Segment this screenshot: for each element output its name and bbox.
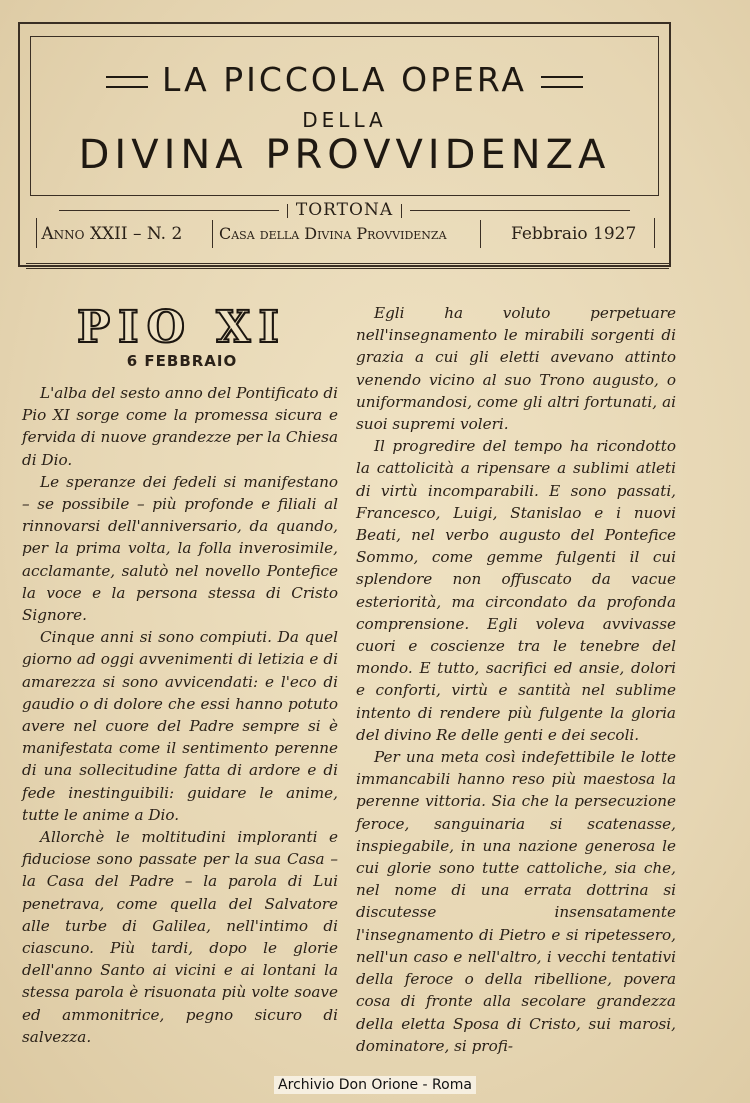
anno-value: XXII – N. 2 bbox=[89, 224, 183, 244]
divider bbox=[654, 218, 655, 248]
paragraph: Le speranze dei fedeli si manifestano – se possibile – più profonde e filiali al rinnovarsi dell'anniversario, da quando, per la prima volta, la folla inverosimile, acclamante, salutò nel novello Pontefice la voce e la persona stessa di Cristo Signore. bbox=[22, 472, 338, 625]
paragraph: Allorchè le moltitudini imploranti e fiduciose sono passate per la sua Casa – la Casa del Padre – la parola di Lui penetrava, come quella del Salvatore alle turbe di Galilea, nell'intimo di ciascuno. Più tardi, dopo le glorie dell'anno Santo ai vicini e ai lontani la stessa parola è risuonata più volte soave ed ammonitrice, pegno sicuro di salvezza. bbox=[22, 828, 338, 1046]
decorative-dash bbox=[106, 76, 148, 88]
article-column-right bbox=[356, 302, 676, 1057]
paragraph: Egli ha voluto perpetuare nell'insegnamento le mirabili sorgenti di grazia a cui gli eletti avevano attinto venendo vicino al suo Trono augusto, o uniformandosi, come gli altri fortunati, ai suoi supremi voleri. bbox=[356, 304, 676, 434]
masthead-info-row bbox=[30, 200, 659, 256]
city-name: TORTONA bbox=[295, 200, 394, 220]
article-subtitle: 6 FEBBRAIO bbox=[126, 352, 238, 370]
anno-label: Anno bbox=[41, 224, 85, 244]
issue-date: Febbraio 1927 bbox=[480, 220, 651, 248]
title-text: LA PICCOLA OPERA bbox=[162, 60, 527, 99]
city-line bbox=[30, 200, 659, 220]
masthead-title-line2: DELLA bbox=[302, 108, 387, 132]
publisher-name: Casa della Divina Provvidenza bbox=[212, 220, 447, 248]
decorative-dash bbox=[541, 76, 583, 88]
archive-label: Archivio Don Orione - Roma bbox=[274, 1076, 476, 1094]
archive-footer bbox=[0, 1077, 750, 1093]
issue-number bbox=[36, 220, 182, 248]
masthead-rule bbox=[26, 263, 669, 264]
paragraph: Il progredire del tempo ha ricondotto la cattolicità a ripensare a sublimi atleti di virtù incomparabili. E sono passati, Francesco, Luigi, Stanislao e i nuovi Beati, nel verbo augusto del Pontefice Sommo, come gemme fulgenti il cui splendore non offuscato da vacue esteriorità, ma circondato da profonda comprensione. Egli voleva avvivasse cuori e coscienze tra le tenebre del mondo. E tutto, sacrifici ed ansie, dolori e conforti, virtù e santità nel sublime intento di rendere più fulgente la gloria del divino Re delle genti e dei secoli. bbox=[356, 437, 676, 744]
paragraph: L'alba del sesto anno del Pontificato di Pio XI sorge come la promessa sicura e fervida di nuove grandezze per la Chiesa di Dio. bbox=[22, 384, 338, 469]
paragraph: Per una meta così indefettibile le lotte immancabili hanno reso più maestosa la perenne vittoria. Sia che la persecuzione feroce, sanguinaria si scatenasse, inspiegabile, in una nazione generosa le cui glorie sono tutte cattoliche, sia che, nel nome di una errata dottrina si discutesse insensatamente l'insegnamento di Pietro e si ripetessero, nell'un caso e nell'altro, i vecchi tentativi della feroce o della ribellione, povera cosa di fronte alla secolare grandezza della eletta Sposa di Cristo, sui marosi, dominatore, si profi- bbox=[356, 748, 676, 1055]
article-title: PIO XI bbox=[76, 302, 288, 353]
article-column-left bbox=[22, 382, 338, 1048]
paragraph: Cinque anni si sono compiuti. Da quel giorno ad oggi avvenimenti di letizia e di amarezza si sono avvicendati: e l'eco di gaudio o di dolore che essi hanno potuto avere nel cuore del Padre sempre si è manifestata come il sentimento perenne di una sollecitudine fatta di ardore e di fede inestinguibili: guidare le anime, tutte le anime a Dio. bbox=[22, 628, 338, 824]
masthead-title-line3: DIVINA PROVVIDENZA bbox=[78, 132, 611, 178]
masthead-rule bbox=[26, 268, 669, 269]
masthead-title-line1 bbox=[30, 60, 659, 99]
